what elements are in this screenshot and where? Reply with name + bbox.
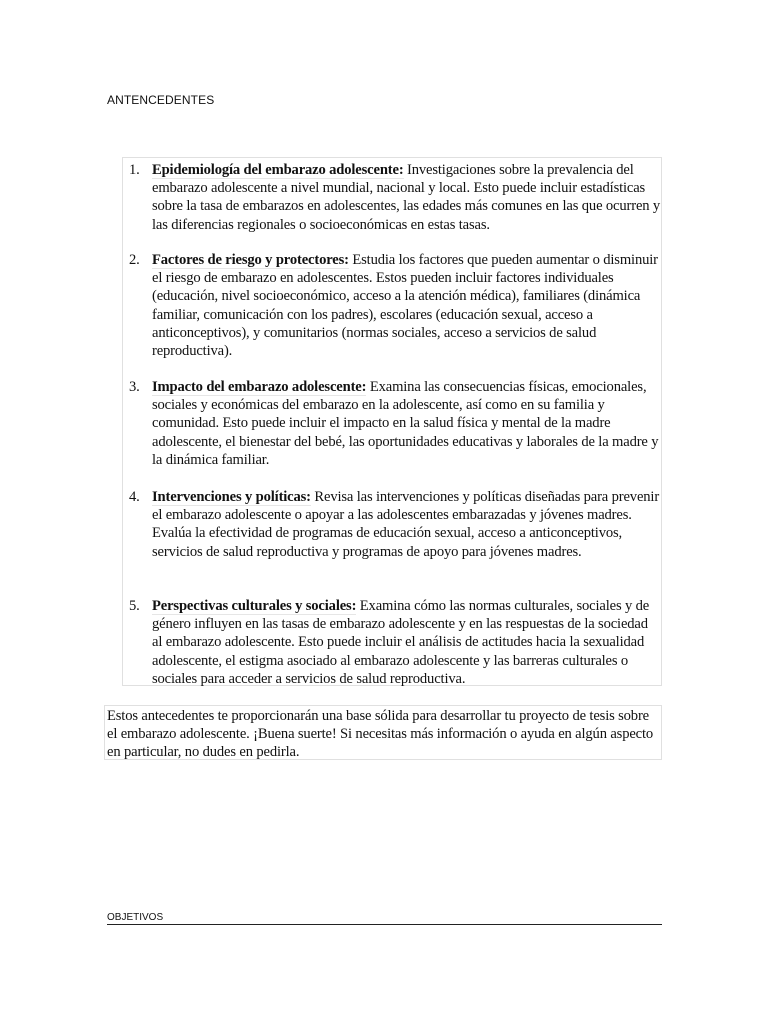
list-item-title: Impacto del embarazo adolescente: [152, 379, 367, 395]
list-item-number: 5. [129, 598, 140, 614]
list-item-body [152, 488, 661, 561]
list-item-number: 1. [129, 162, 140, 178]
list-item-title: Epidemiología del embarazo adolescente: [152, 162, 404, 178]
list-item-number: 3. [129, 379, 140, 395]
list-item-body [152, 251, 661, 360]
page-heading: ANTENCEDENTES [107, 93, 215, 107]
list-item-number: 4. [129, 489, 140, 505]
list-item-number: 2. [129, 252, 140, 268]
list-item-text: Investigaciones sobre la prevalencia del embarazo adolescente a nivel mundial, nacional y local. Esto puede incluir estadísticas sobre la tasa de embarazos en adolescentes, las edades más comunes en las que ocurren y las diferencias regionales o socioeconómicas en estas tasas. [152, 162, 661, 233]
summary-paragraph: Estos antecedentes te proporcionarán una base sólida para desarrollar tu proyecto de tesis sobre el embarazo adolescente. ¡Buena suerte! Si necesitas más información o ayuda en algún aspecto en particular, no dudes en pedirla. [104, 705, 662, 760]
list-item-text: Revisa las intervenciones y políticas diseñadas para prevenir el embarazo adolescente o apoyar a las adolescentes embarazadas y jóvenes madres. Evalúa la efectividad de programas de educación sexual, acceso a anticonceptivos, servicios de salud reproductiva y programas de apoyo para jóvenes madres. [152, 489, 660, 560]
background-list [122, 157, 662, 686]
list-item-title: Perspectivas culturales y sociales: [152, 598, 357, 614]
list-item-body [152, 597, 661, 688]
list-item-title: Factores de riesgo y protectores: [152, 252, 349, 268]
list-item-title: Intervenciones y políticas: [152, 489, 311, 505]
list-item-body [152, 161, 661, 234]
list-item-text: Examina cómo las normas culturales, sociales y de género influyen en las tasas de embarazo adolescente y en las respuestas de la sociedad al embarazo adolescente. Esto puede incluir el análisis de actitudes hacia la sexualidad adolescente, el estigma asociado al embarazo adolescente y las barreras culturales o sociales para acceder a servicios de salud reproductiva. [152, 598, 650, 687]
list-item-text: Examina las consecuencias físicas, emocionales, sociales y económicas del embarazo en la adolescente, así como en su familia y comunidad. Esto puede incluir el impacto en la salud física y mental de la madre adolescente, el bienestar del bebé, las oportunidades educativas y laborales de la madre y la dinámica familiar. [152, 379, 659, 468]
objectives-heading: OBJETIVOS [107, 912, 662, 925]
list-item-body [152, 378, 661, 469]
list-item-text: Estudia los factores que pueden aumentar o disminuir el riesgo de embarazo en adolescentes. Estos pueden incluir factores individuales (educación, nivel socioeconómico, acceso a la atención médica), familiares (dinámica familiar, comunicación con los padres), escolares (educación sexual, acceso a anticonceptivos), y comunitarios (normas sociales, acceso a servicios de salud reproductiva). [152, 252, 658, 360]
